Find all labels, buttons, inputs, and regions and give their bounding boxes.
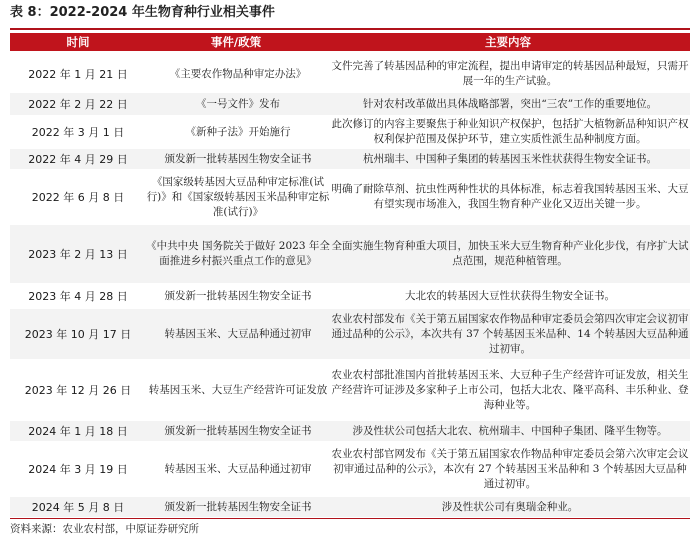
row-time: 2023 年 10 月 17 日: [24, 328, 132, 341]
row-time: 2023 年 12 月 26 日: [24, 384, 132, 397]
top-rule: [10, 28, 690, 30]
row-event: 《国家级转基因大豆品种审定标准(试行)》和《国家级转基因玉米品种审定标准(试行)》: [146, 175, 330, 218]
row-content: 涉及性状公司包括大北农、杭州瑞丰、中国种子集团、隆平生物等。: [352, 424, 668, 437]
row-content: 文件完善了转基因品种的审定流程，提出申请审定的转基因品种最短，只需开展一年的生产试验。: [331, 60, 689, 87]
row-time: 2023 年 4 月 28 日: [28, 290, 128, 303]
row-event: 转基因玉米、大豆品种通过初审: [164, 462, 312, 475]
row-time: 2024 年 1 月 18 日: [28, 425, 128, 438]
row-content: 全面实施生物育种重大项目，加快玉米大豆生物育种产业化步伐，有序扩大试点范围，规范种植管理。: [331, 240, 689, 267]
table-row: [10, 115, 690, 149]
row-event: 《新种子法》开始施行: [185, 125, 291, 138]
row-content: 农业农村部发布《关于第五届国家农作物品种审定委员会第四次审定会议初审通过品种的公示》，本次共有 37 个转基因玉米品种、14 个转基因大豆品种通过初审。: [331, 312, 689, 355]
row-time: 2022 年 2 月 22 日: [28, 98, 128, 111]
table-row: [10, 149, 690, 169]
row-content: 农业农村部批准国内首批转基因玉米、大豆种子生产经营许可证发放，相关生产经营许可证涉及多家种子上市公司，包括大北农、隆平高科、丰乐种业、登海种业等。: [331, 368, 689, 411]
bottom-rule: [10, 518, 690, 519]
table-row: [10, 497, 690, 517]
row-time: 2023 年 2 月 13 日: [28, 248, 128, 261]
table-row: [10, 283, 690, 309]
row-event: 转基因玉米、大豆生产经营许可证发放: [148, 383, 328, 396]
row-time: 2022 年 1 月 21 日: [28, 68, 128, 81]
row-event: 颁发新一批转基因生物安全证书: [164, 152, 312, 165]
row-event: 颁发新一批转基因生物安全证书: [164, 500, 312, 513]
row-time: 2022 年 3 月 1 日: [31, 126, 125, 139]
row-time: 2024 年 5 月 8 日: [31, 501, 125, 514]
table-row: [10, 441, 690, 497]
header-event: 事件/政策: [210, 35, 262, 49]
table-header: [10, 33, 690, 51]
row-event: 《一号文件》发布: [196, 97, 280, 110]
row-time: 2024 年 3 月 19 日: [28, 463, 128, 476]
row-time: 2022 年 6 月 8 日: [31, 191, 125, 204]
row-time: 2022 年 4 月 29 日: [28, 153, 128, 166]
row-content: 杭州瑞丰、中国种子集团的转基因玉米性状获得生物安全证书。: [363, 152, 657, 165]
row-content: 此次修订的内容主要聚焦于种业知识产权保护，包括扩大植物新品种知识产权权利保护范围及保护环节，建立实质性派生品种制度方面。: [331, 118, 689, 145]
table-row: [10, 225, 690, 283]
source-note: 资料来源：农业农村部，中原证券研究所: [10, 523, 199, 535]
row-event: 《主要农作物品种审定办法》: [169, 67, 307, 80]
row-content: 针对农村改革做出具体战略部署，突出“三农”工作的重要地位。: [362, 97, 658, 110]
row-event: 颁发新一批转基因生物安全证书: [164, 424, 312, 437]
table-row: [10, 421, 690, 441]
row-content: 农业农村部官网发布《关于第五届国家农作物品种审定委员会第六次审定会议初审通过品种的公示》，本次有 27 个转基因玉米品种和 3 个转基因大豆品种通过初审。: [331, 447, 689, 490]
table-row: [10, 93, 690, 115]
row-event: 转基因玉米、大豆品种通过初审: [164, 327, 312, 340]
row-content: 明确了耐除草剂、抗虫性两种性状的具体标准，标志着我国转基因玉米、大豆有望实现市场准入，我国生物育种产业化又迈出关键一步。: [331, 183, 689, 210]
row-event: 《中共中央 国务院关于做好 2023 年全面推进乡村振兴重点工作的意见》: [146, 240, 330, 267]
table-title: 表 8：2022-2024 年生物育种行业相关事件: [10, 5, 275, 20]
table-row: [10, 309, 690, 359]
row-event: 颁发新一批转基因生物安全证书: [164, 289, 312, 302]
header-content: 主要内容: [485, 35, 531, 49]
header-time: 时间: [66, 35, 90, 49]
row-content: 大北农的转基因大豆性状获得生物安全证书。: [405, 289, 615, 302]
table-row: [10, 55, 690, 93]
table-row: [10, 359, 690, 421]
table-row: [10, 169, 690, 225]
row-content: 涉及性状公司有奥瑞金种业。: [441, 500, 579, 513]
